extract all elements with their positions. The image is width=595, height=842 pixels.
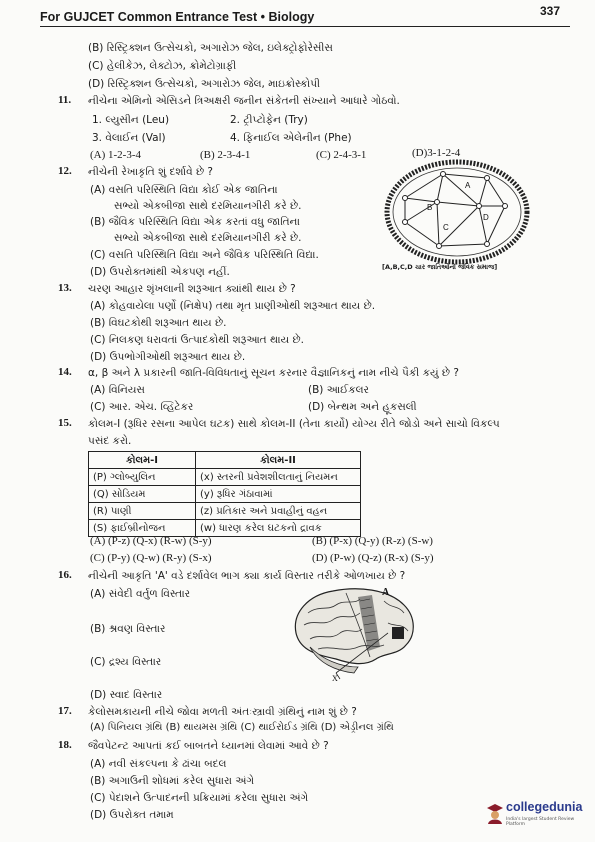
question-text: જૈવપેટન્ટ આપતાં કઈ બાબતને ધ્યાનમાં લેવામાં આવે છે ? bbox=[88, 740, 329, 752]
table-row bbox=[89, 486, 361, 503]
node-label: C bbox=[443, 223, 449, 232]
option-c: (C) આર. એચ. વ્હિટેકર bbox=[90, 401, 194, 413]
table-cell: (y) રૂધિર ગંઠાવામાં bbox=[196, 486, 361, 503]
table-cell: (R) પાણી bbox=[89, 503, 196, 520]
question-number: 16. bbox=[58, 569, 72, 581]
community-interaction-diagram bbox=[383, 158, 531, 266]
option-b: (B) વિઘટકોથી શરૂઆત થાય છે. bbox=[90, 317, 227, 329]
question-number: 18. bbox=[58, 739, 72, 751]
node-label: D bbox=[483, 213, 489, 222]
collegedunia-logo bbox=[486, 800, 586, 834]
table-row bbox=[89, 469, 361, 486]
question-text: કેલોસમકાયની નીચે જોવા મળતી અંતઃસ્ત્રાવી ગ્રંથિનું નામ શું છે ? bbox=[88, 706, 357, 718]
question-number: 14. bbox=[58, 366, 72, 378]
option-d: (D) ઉપરોક્ત તમામ bbox=[90, 809, 174, 821]
option-c: (C) 2-4-3-1 bbox=[316, 149, 367, 161]
node-label: B bbox=[427, 203, 433, 212]
option-a: (A) કોહવાયેલા પર્ણો (નિક્ષેપ) તથા મૃત પ્રાણીઓથી શરૂઆત થાય છે. bbox=[90, 300, 376, 312]
table-cell: (x) સ્તરની પ્રવેશશીલતાનું નિયમન bbox=[196, 469, 361, 486]
question-text-cont: પસંદ કરો. bbox=[88, 435, 132, 447]
logo-tagline: India's largest Student Review Platform bbox=[506, 817, 575, 827]
options-row: (A) પિનિયલ ગ્રંથિ (B) થાયમસ ગ્રંથિ (C) થાઈરોઈડ ગ્રંથિ (D) એડ્રીનલ ગ્રંથિ bbox=[90, 722, 394, 733]
table-header-row bbox=[89, 452, 361, 469]
option-b: (B) 2-3-4-1 bbox=[200, 149, 251, 161]
option-b: (B) શ્રવણ વિસ્તાર bbox=[90, 623, 166, 635]
question-number: 13. bbox=[58, 282, 72, 294]
option-b: (B) આઈકલર bbox=[308, 384, 369, 396]
option-a: (A) વસતિ પરિસ્થિતિ વિદ્યા કોઈ એક જાતિના bbox=[90, 184, 278, 196]
option-d: (D) (P-w) (Q-z) (R-x) (S-y) bbox=[312, 552, 434, 564]
option-a: (A) વિનિયસ bbox=[90, 384, 145, 396]
question-text: નીચેની આકૃતિ 'A' વડે દર્શાવેલ ભાગ ક્યા કાર્ય વિસ્તાર તરીકે ઓળખાય છે ? bbox=[88, 570, 406, 582]
table-cell: (Q) સોડિયમ bbox=[89, 486, 196, 503]
list-item: 1. લ્યુસીન (Leu) bbox=[92, 114, 170, 126]
option-c: (C) વસતિ પરિસ્થિતિ વિદ્યા અને જૈવિક પરિસ્થિતિ વિદ્યા. bbox=[90, 249, 319, 261]
option-a-cont: સભ્યો એકબીજા સાથે દરમિયાનગીરી કરે છે. bbox=[114, 200, 302, 212]
table-cell: (S) ફાઈબ્રીનોજન bbox=[89, 520, 196, 537]
question-text: નીચેની રેખાકૃતિ શું દર્શાવે છે ? bbox=[88, 166, 213, 178]
option-d: (D) ઉપરોક્તમાંથી એકપણ નહીં. bbox=[90, 266, 230, 278]
column-header: કોલમ-I bbox=[89, 452, 196, 469]
list-item: 2. ટ્રીપ્ટોફેન (Try) bbox=[230, 114, 308, 126]
question-text: ચરણ આહાર શૃંખલાની શરૂઆત ક્યાંથી થાય છે ? bbox=[88, 283, 296, 295]
option-b: (B) (P-x) (Q-y) (R-z) (S-w) bbox=[312, 535, 433, 547]
question-number: 17. bbox=[58, 705, 72, 717]
label-a: A bbox=[382, 587, 390, 598]
option-c: (C) નિલકણ ધરાવતાં ઉત્પાદકોથી શરૂઆત થાય છે. bbox=[90, 334, 304, 346]
question-number: 15. bbox=[58, 417, 72, 429]
option-a: (A) સંવેદી વર્તુળ વિસ્તાર bbox=[90, 588, 191, 600]
header-title: For GUJCET Common Entrance Test • Biology bbox=[40, 10, 315, 24]
option-c: (C) હેલીકેઝ, લેક્ટોઝ, ક્રોમેટોગ્રાફી bbox=[88, 60, 237, 72]
node-label: A bbox=[465, 181, 471, 190]
option-c: (C) (P-y) (Q-w) (R-y) (S-x) bbox=[90, 552, 212, 564]
brain-figure bbox=[288, 583, 418, 681]
option-a: (A) (P-z) (Q-x) (R-w) (S-y) bbox=[90, 535, 212, 547]
graduate-icon bbox=[486, 802, 504, 824]
option-c: (C) પેદાશને ઉત્પાદનની પ્રક્રિયામાં કરેલા સુધારા અંગે bbox=[90, 792, 309, 804]
option-b: (B) અગાઉની શોધમાં કરેલ સુધારા અંગે bbox=[90, 775, 255, 787]
question-text: કોલમ-I (રૂધિર રસના આપેલ ઘટક) સાથે કોલમ-II (તેના કાર્યો) યોગ્ય રીતે જોડો અને સાચો વિકલ્પ bbox=[88, 418, 500, 430]
option-a: (A) 1-2-3-4 bbox=[90, 149, 142, 161]
table-cell: (z) પ્રતિકાર અને પ્રવાહીનું વહન bbox=[196, 503, 361, 520]
page-number: 337 bbox=[539, 4, 560, 18]
page-header bbox=[40, 4, 560, 28]
option-b-cont: સભ્યો એકબીજા સાથે દરમિયાનગીરી કરે છે. bbox=[114, 232, 302, 244]
question-text: α, β અને λ પ્રકારની જાતિ-વિવિધતાનું સૂચન કરનાર વૈજ્ઞાનિકનું નામ નીચે પૈકી કયું છે ? bbox=[88, 367, 459, 379]
option-d: (D) ઉપભોગીઓથી શરૂઆત થાય છે. bbox=[90, 351, 246, 363]
diagram-caption: [A,B,C,D ચાર જાતિઓનો જૈવિક સમાજ] bbox=[382, 263, 498, 271]
table-cell: (w) ધારણ કરેલ ઘટકનો દ્રાવક bbox=[196, 520, 361, 537]
label-x: X bbox=[332, 674, 338, 681]
table-cell: (P) ગ્લોબ્યુલિન bbox=[89, 469, 196, 486]
list-item: 3. વેલાઈન (Val) bbox=[92, 132, 166, 144]
option-a: (A) નવી સંકલ્પના કે ઢાંચા બદલ bbox=[90, 758, 227, 770]
question-number: 11. bbox=[58, 94, 72, 106]
table-row bbox=[89, 503, 361, 520]
option-d: (D)3-1-2-4 bbox=[412, 147, 461, 159]
option-b: (B) રિસ્ટ્રિક્શન ઉત્સેચકો, અગારોઝ જેલ, ઇલેક્ટ્રોફોરેસીસ bbox=[88, 42, 333, 54]
question-number: 12. bbox=[58, 165, 72, 177]
question-text: નીચેના એમિનો એસિડને ત્રિઅક્ષરી જનીન સંકેતની સંખ્યાને આધારે ગોઠવો. bbox=[88, 95, 400, 107]
option-d: (D) રિસ્ટ્રિક્શન ઉત્સેચકો, અગારોઝ જેલ, માઇક્રોસ્કોપી bbox=[88, 78, 321, 90]
match-table bbox=[88, 451, 361, 537]
option-b: (B) જૈવિક પરિસ્થિતિ વિદ્યા એક કરતાં વધુ જાતિના bbox=[90, 216, 300, 228]
option-d: (D) બેન્થમ અને હૂકસલી bbox=[308, 401, 417, 413]
logo-text: collegedunia bbox=[506, 800, 583, 814]
list-item: 4. ફિનાઈલ એલેનીન (Phe) bbox=[230, 132, 352, 144]
header-rule bbox=[40, 26, 570, 27]
column-header: કોલમ-II bbox=[196, 452, 361, 469]
option-d: (D) સ્વાદ વિસ્તાર bbox=[90, 689, 163, 701]
option-c: (C) દ્રશ્ય વિસ્તાર bbox=[90, 656, 162, 668]
